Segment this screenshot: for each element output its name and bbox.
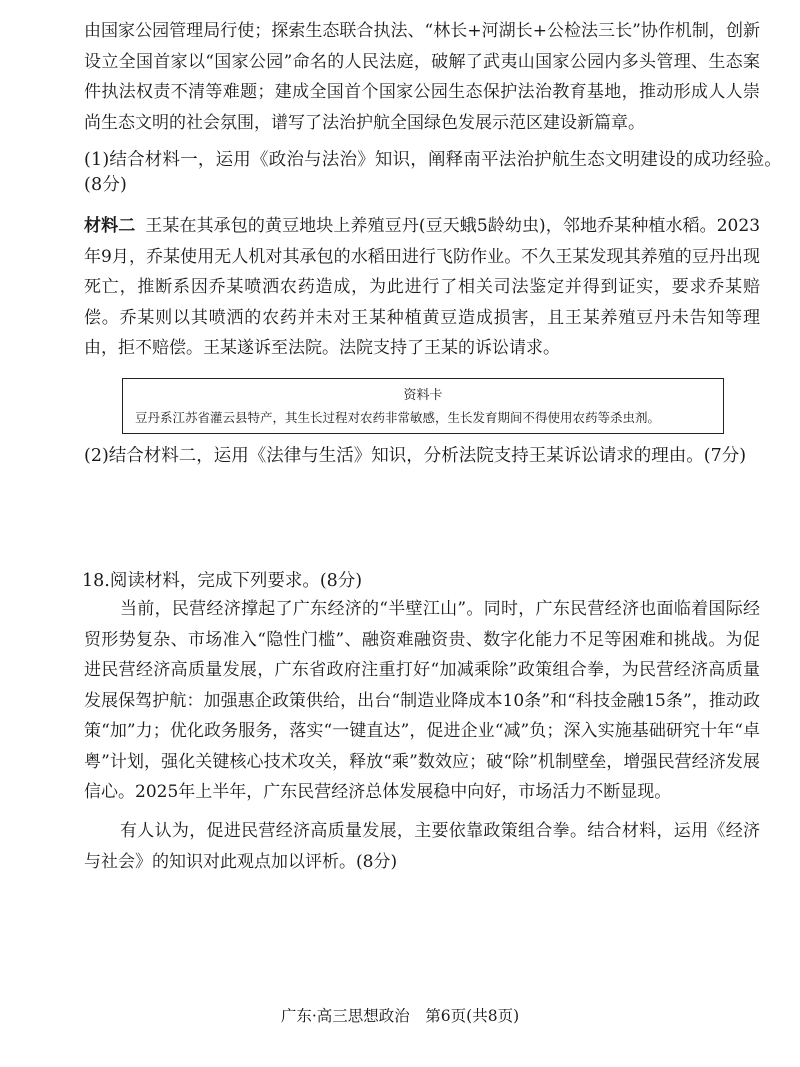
info-card-text: 豆丹系江苏省灌云县特产，其生长过程对农药非常敏感，生长发育期间不得使用农药等杀虫剂。 xyxy=(135,410,661,425)
question-18-prompt: 有人认为，促进民营经济高质量发展，主要依靠政策组合拳。结合材料，运用《经济与社会》的知识对此观点加以评析。(8分) xyxy=(84,821,760,872)
info-card xyxy=(122,378,724,434)
info-card-title: 资料卡 xyxy=(403,388,443,403)
material-1-continuation: 由国家公园管理局行使；探索生态联合执法、“林长+河湖长+公检法三长”协作机制，创新设立全国首家以“国家公园”命名的人民法庭，破解了武夷山国家公园内多头管理、生态案件执法权责不清等难题；建成全国首个国家公园生态保护法治教育基地，推动形成人人崇尚生态文明的社会氛围，谱写了法治护航全国绿色发展示范区建设新篇章。 xyxy=(84,21,760,133)
material-2-text: 王某在其承包的黄豆地块上养殖豆丹(豆天蛾5龄幼虫)，邻地乔某种植水稻。2023年9月，乔某使用无人机对其承包的水稻田进行飞防作业。不久王某发现其养殖的豆丹出现死亡，推断系因乔某喷洒农药造成，为此进行了相关司法鉴定并得到证实，要求乔某赔偿。乔某则以其喷洒的农药并未对王某种植黄豆造成损害，且王某养殖豆丹未告知等理由，拒不赔偿。王某遂诉至法院。法院支持了王某的诉讼请求。 xyxy=(84,216,761,358)
question-1: (1)结合材料一，运用《政治与法治》知识，阐释南平法治护航生态文明建设的成功经验。(8分) xyxy=(84,150,782,195)
page-footer: 广东·高三思想政治 第6页(共8页) xyxy=(280,1007,520,1025)
question-18-header: 18.阅读材料，完成下列要求。(8分) xyxy=(82,571,363,591)
question-18-material: 当前，民营经济撑起了广东经济的“半壁江山”。同时，广东民营经济也面临着国际经贸形势复杂、市场准入“隐性门槛”、融资难融资贵、数字化能力不足等困难和挑战。为促进民营经济高质量发展，广东省政府注重打好“加减乘除”政策组合拳，为民营经济高质量发展保驾护航：加强惠企政策供给，出台“制造业降成本10条”和“科技金融15条”，推动政策“加”力；优化政务服务，落实“一键直达”，促进企业“减”负；深入实施基础研究十年“卓粤”计划，强化关键核心技术攻关，释放“乘”数效应；破“除”机制壁垒，增强民营经济发展信心。2025年上半年，广东民营经济总体发展稳中向好，市场活力不断显现。 xyxy=(84,599,760,802)
material-2 xyxy=(84,211,760,364)
material-2-label: 材料二 xyxy=(84,216,136,236)
question-2: (2)结合材料二，运用《法律与生活》知识，分析法院支持王某诉讼请求的理由。(7分) xyxy=(84,446,747,466)
